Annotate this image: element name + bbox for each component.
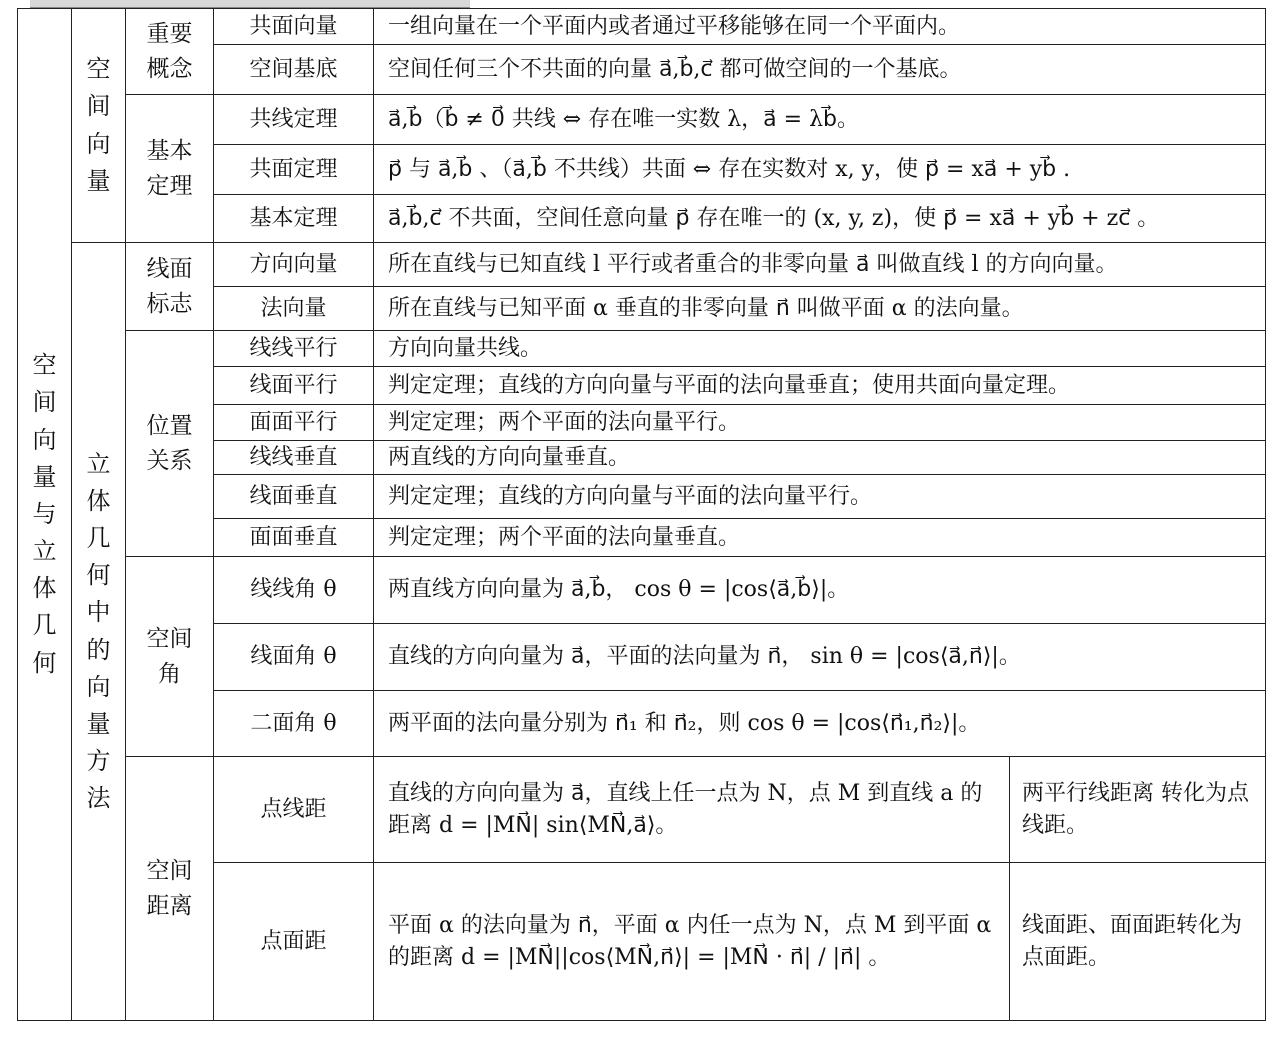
item-content: 两平面的法向量分别为 n⃗₁ 和 n⃗₂，则 cos θ = |cos⟨n⃗₁,n⃗₂⟩|。 xyxy=(374,691,1266,757)
item-label: 共面向量 xyxy=(214,9,374,45)
item-label: 面面平行 xyxy=(214,405,374,441)
item-note: 线面距、面面距转化为点面距。 xyxy=(1010,863,1266,1021)
item-label: 线线角 θ xyxy=(214,557,374,624)
item-content: p⃗ 与 a⃗,b⃗ 、（a⃗,b⃗ 不共线）共面 ⇔ 存在实数对 x, y，使 p⃗ = xa⃗ + yb⃗ . xyxy=(374,145,1266,195)
item-content: 两直线方向向量为 a⃗,b⃗， cos θ = |cos⟨a⃗,b⃗⟩|。 xyxy=(374,557,1266,624)
main-title: 空间向量与立体几何 xyxy=(18,9,72,1021)
item-content: 方向向量共线。 xyxy=(374,331,1266,367)
item-label: 共线定理 xyxy=(214,95,374,145)
item-label: 基本定理 xyxy=(214,195,374,243)
cat-important-concepts: 重要概念 xyxy=(126,9,214,95)
cat-spatial-distance: 空间距离 xyxy=(126,757,214,1021)
table-row xyxy=(18,243,1266,287)
item-label: 点面距 xyxy=(214,863,374,1021)
item-label: 二面角 θ xyxy=(214,691,374,757)
item-content: 空间任何三个不共面的向量 a⃗,b⃗,c⃗ 都可做空间的一个基底。 xyxy=(374,45,1266,95)
item-content: 判定定理；两个平面的法向量平行。 xyxy=(374,405,1266,441)
cat-positional-relations: 位置关系 xyxy=(126,331,214,557)
item-note: 两平行线距离 转化为点线距。 xyxy=(1010,757,1266,863)
section-vector-method: 立体几何中的向量方法 xyxy=(72,243,126,1021)
item-content: a⃗,b⃗（b⃗ ≠ 0⃗ 共线 ⇔ 存在唯一实数 λ，a⃗ = λb⃗。 xyxy=(374,95,1266,145)
item-content: 一组向量在一个平面内或者通过平移能够在同一个平面内。 xyxy=(374,9,1266,45)
item-content: 平面 α 的法向量为 n⃗，平面 α 内任一点为 N，点 M 到平面 α 的距离 d = |MN⃗||cos⟨MN⃗,n⃗⟩| = |MN⃗ · n⃗| / |n⃗| 。 xyxy=(374,863,1010,1021)
item-label: 线面垂直 xyxy=(214,475,374,519)
item-content: 两直线的方向向量垂直。 xyxy=(374,441,1266,475)
item-label: 线线平行 xyxy=(214,331,374,367)
item-content: 直线的方向向量为 a⃗，平面的法向量为 n⃗， sin θ = |cos⟨a⃗,n⃗⟩|。 xyxy=(374,624,1266,691)
table-row xyxy=(18,331,1266,367)
item-content: 判定定理；直线的方向向量与平面的法向量平行。 xyxy=(374,475,1266,519)
table-row xyxy=(18,557,1266,624)
table-row xyxy=(18,757,1266,863)
item-label: 共面定理 xyxy=(214,145,374,195)
summary-table xyxy=(17,8,1266,1021)
cat-spatial-angles: 空间角 xyxy=(126,557,214,757)
item-content: 所在直线与已知平面 α 垂直的非零向量 n⃗ 叫做平面 α 的法向量。 xyxy=(374,287,1266,331)
cat-basic-theorems: 基本定理 xyxy=(126,95,214,243)
table-row xyxy=(18,95,1266,145)
item-label: 线面角 θ xyxy=(214,624,374,691)
item-label: 空间基底 xyxy=(214,45,374,95)
item-label: 点线距 xyxy=(214,757,374,863)
item-content: 所在直线与已知直线 l 平行或者重合的非零向量 a⃗ 叫做直线 l 的方向向量。 xyxy=(374,243,1266,287)
item-label: 法向量 xyxy=(214,287,374,331)
item-content: 直线的方向向量为 a⃗，直线上任一点为 N，点 M 到直线 a 的距离 d = |MN⃗| sin⟨MN⃗,a⃗⟩。 xyxy=(374,757,1010,863)
item-label: 线面平行 xyxy=(214,367,374,405)
table-row xyxy=(18,9,1266,45)
item-label: 方向向量 xyxy=(214,243,374,287)
item-content: 判定定理；直线的方向向量与平面的法向量垂直；使用共面向量定理。 xyxy=(374,367,1266,405)
cat-line-plane-markers: 线面标志 xyxy=(126,243,214,331)
item-label: 线线垂直 xyxy=(214,441,374,475)
item-content: 判定定理；两个平面的法向量垂直。 xyxy=(374,519,1266,557)
section-space-vector: 空间向量 xyxy=(72,9,126,243)
item-content: a⃗,b⃗,c⃗ 不共面，空间任意向量 p⃗ 存在唯一的 (x, y, z)，使 p⃗ = xa⃗ + yb⃗ + zc⃗ 。 xyxy=(374,195,1266,243)
item-label: 面面垂直 xyxy=(214,519,374,557)
